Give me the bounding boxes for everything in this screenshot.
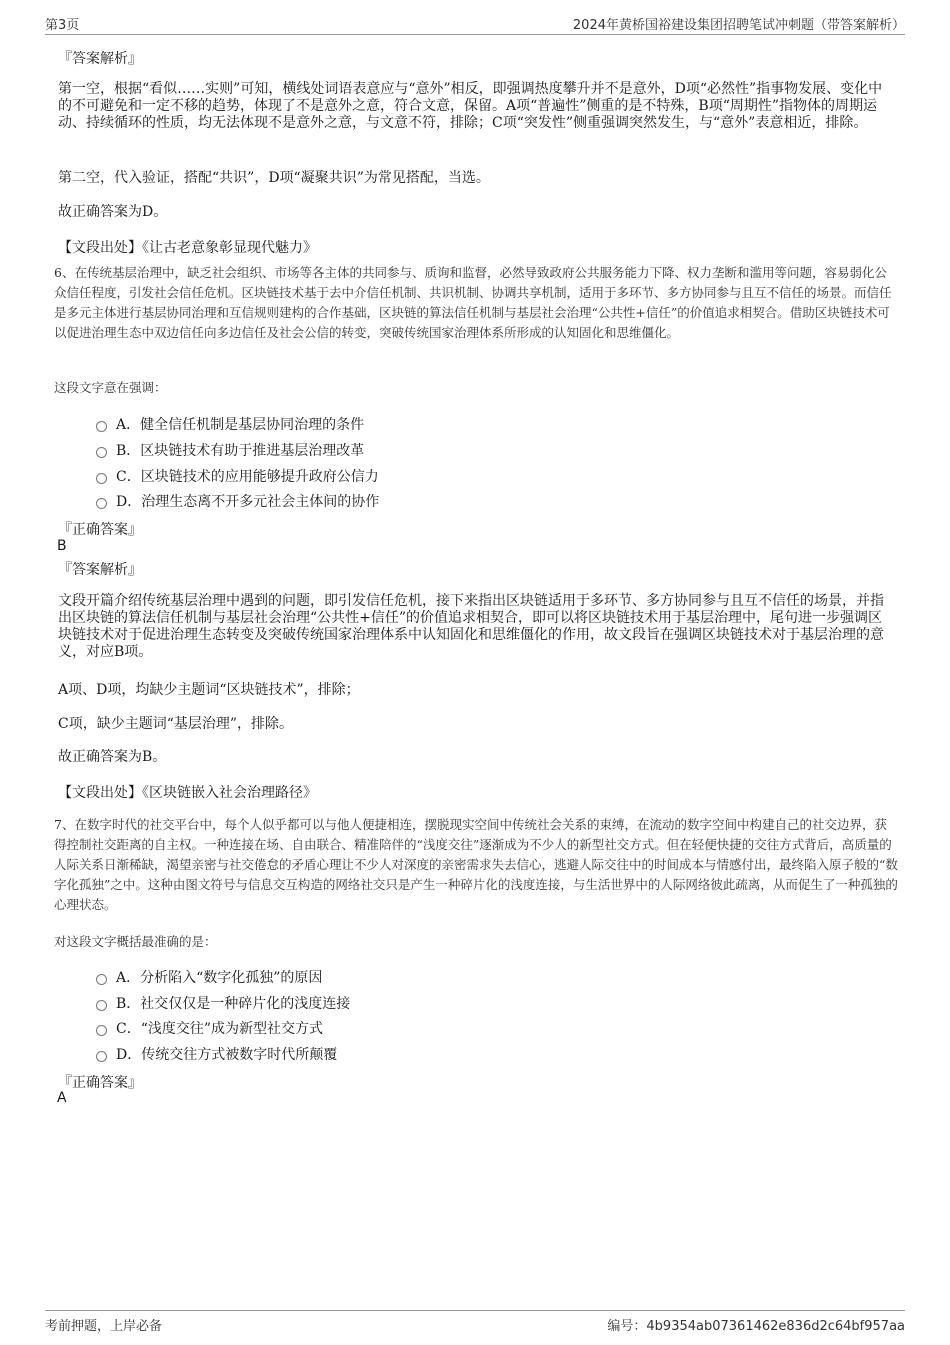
analysis-paragraph: 故正确答案为B。	[58, 749, 167, 765]
source-citation: 【文段出处】《区块链嵌入社会治理路径》	[58, 785, 317, 801]
page-footer	[45, 1310, 905, 1334]
analysis-paragraph: 文段开篇介绍传统基层治理中遇到的问题，即引发信任危机，接下来指出区块链适用于多环节、多方协同参与且互不信任的场景，并指出区块链的算法信任机制与基层社会治理“公共性+信任”的价值追求相契合，即可以将区块链技术用于基层治理中，尾句进一步强调区块链技术对于促进治理生态转变及突破传统国家治理体系中认知固化和思维僵化的作用，故文段旨在强调区块链技术对于基层治理的意义，对应B项。	[58, 593, 884, 660]
radio-icon[interactable]	[96, 473, 107, 484]
radio-icon[interactable]	[96, 447, 107, 458]
option-b[interactable]	[96, 993, 350, 1013]
document-title: 2024年黄桥国裕建设集团招聘笔试冲刺题（带答案解析）	[572, 18, 905, 33]
analysis-paragraph: A项、D项，均缺少主题词“区块链技术”，排除；	[58, 682, 360, 698]
correct-answer: B	[57, 538, 67, 554]
option-label: C．区块链技术的应用能够提升政府公信力	[116, 469, 379, 485]
option-label: A．健全信任机制是基层协同治理的条件	[116, 417, 365, 433]
option-label: D．传统交往方式被数字时代所颠覆	[116, 1047, 338, 1063]
option-b[interactable]	[96, 440, 364, 460]
correct-answer: A	[57, 1090, 67, 1106]
radio-icon[interactable]	[96, 974, 107, 985]
option-label: A．分析陷入“数字化孤独”的原因	[116, 970, 323, 986]
option-label: B．区块链技术有助于推进基层治理改革	[116, 443, 365, 459]
option-c[interactable]	[96, 466, 379, 486]
radio-icon[interactable]	[96, 1025, 107, 1036]
option-d[interactable]	[96, 1044, 337, 1064]
option-a[interactable]	[96, 414, 364, 434]
analysis-paragraph: C项，缺少主题词“基层治理”，排除。	[58, 716, 294, 732]
question-prompt: 这段文字意在强调：	[54, 380, 167, 395]
question-text: 6、在传统基层治理中，缺乏社会组织、市场等各主体的共同参与、质询和监督，必然导致政府公共服务能力下降、权力垄断和滥用等问题，容易弱化公众信任程度，引发社会信任危机。区块链技术基于去中介信任机制、共识机制、协调共享机制，适用于多环节、多方协同参与且互不信任的场景。而信任是多元主体进行基层协同治理和互信规则建构的合作基础，区块链的算法信任机制与基层社会治理“公共性+信任”的价值追求相契合。借助区块链技术可以促进治理生态中双边信任向多边信任及社会公信的转变，突破传统国家治理体系所形成的认知固化和思维僵化。	[54, 265, 892, 340]
option-label: D．治理生态离不开多元社会主体间的协作	[116, 494, 380, 510]
correct-answer-heading: 『正确答案』	[58, 522, 142, 538]
document-id: 编号：4b9354ab07361462e836d2c64bf957aa	[607, 1319, 905, 1334]
radio-icon[interactable]	[96, 1000, 107, 1011]
source-citation: 【文段出处】《让古老意象彰显现代魅力》	[58, 240, 317, 256]
radio-icon[interactable]	[96, 421, 107, 432]
analysis-paragraph: 第一空，根据“看似……实则”可知，横线处词语表意应与“意外”相反，即强调热度攀升并不是意外，D项“必然性”指事物发展、变化中的不可避免和一定不移的趋势，体现了不是意外之意，符合文意，保留。A项“普遍性”侧重的是不特殊，B项“周期性”指物体的周期运动、持续循环的性质，均无法体现不是意外之意，与文意不符，排除；C项“突发性”侧重强调突然发生，与“意外”表意相近，排除。	[58, 81, 883, 131]
correct-answer-heading: 『正确答案』	[58, 1075, 142, 1091]
option-c[interactable]	[96, 1018, 323, 1038]
page-number: 第3页	[45, 18, 80, 33]
option-label: B．社交仅仅是一种碎片化的浅度连接	[116, 996, 351, 1012]
option-d[interactable]	[96, 491, 379, 511]
question-prompt: 对这段文字概括最准确的是：	[54, 934, 217, 949]
analysis-heading: 『答案解析』	[58, 562, 142, 578]
footer-slogan: 考前押题，上岸必备	[45, 1319, 163, 1334]
analysis-paragraph: 第二空，代入验证，搭配“共识”，D项“凝聚共识”为常见搭配，当选。	[58, 170, 490, 186]
option-a[interactable]	[96, 967, 322, 987]
analysis-paragraph: 故正确答案为D。	[58, 204, 168, 220]
option-label: C．“浅度交往”成为新型社交方式	[116, 1021, 324, 1037]
analysis-heading: 『答案解析』	[58, 51, 142, 67]
question-text: 7、在数字时代的社交平台中，每个人似乎都可以与他人便捷相连，摆脱现实空间中传统社会关系的束缚，在流动的数字空间中构建自己的社交边界，获得控制社交距离的自主权。一种连接在场、自由联合、精准陪伴的“浅度交往”逐渐成为不少人的新型社交方式。但在轻便快捷的交往方式背后，高质量的人际关系日渐稀缺，渴望亲密与社交倦怠的矛盾心理让不少人对深度的亲密需求失去信心，逃避人际交往中的时间成本与情感付出，最终陷入原子般的“数字化孤独”之中。这种由图文符号与信息交互构造的网络社交只是产生一种碎片化的浅度连接，与生活世界中的人际网络彼此疏离，从而促生了一种孤独的心理状态。	[54, 817, 898, 912]
radio-icon[interactable]	[96, 1051, 107, 1062]
page-header	[45, 14, 905, 35]
radio-icon[interactable]	[96, 498, 107, 509]
